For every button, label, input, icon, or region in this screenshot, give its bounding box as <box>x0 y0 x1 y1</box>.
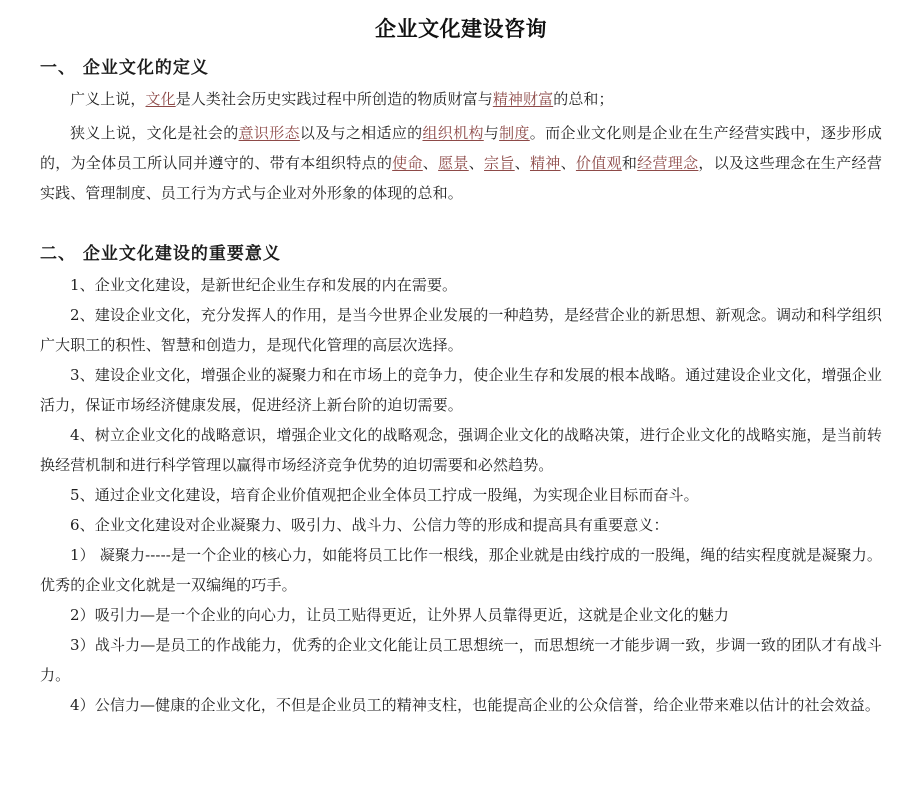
highlighted-term: 经营理念 <box>637 154 699 172</box>
significance-sub-list <box>40 540 882 720</box>
highlighted-term: 使命 <box>392 154 423 172</box>
text-run: 。而企业文化则是企业在生产经营实践中，逐步形成的，为全体员工所认同并遵守的、带有本组织特点的 <box>40 124 882 172</box>
text-run: 以及与之相适应的 <box>299 124 423 142</box>
text-run: 与 <box>483 124 500 142</box>
text-run: 、 <box>422 154 439 172</box>
sub-list-item: 2）吸引力—是一个企业的向心力，让员工贴得更近，让外界人员靠得更近，这就是企业文化的魅力 <box>70 606 729 624</box>
highlighted-term: 组织机构 <box>422 124 484 142</box>
text-run: 的总和； <box>553 90 614 108</box>
sub-list-item: 3）战斗力—是员工的作战能力，优秀的企业文化能让员工思想统一，而思想统一才能步调一致，步调一致的团队才有战斗力。 <box>40 636 882 684</box>
section-heading-significance: 二、 企业文化建设的重要意义 <box>40 244 281 264</box>
highlighted-term: 宗旨 <box>484 154 515 172</box>
text-run: ，以及这些理念在生产经营实践、管理制度、员工行为方式与企业对外形象的体现的总和。 <box>40 154 882 202</box>
list-item: 1、企业文化建设，是新世纪企业生存和发展的内在需要。 <box>70 276 458 294</box>
highlighted-term: 精神财富 <box>492 90 554 108</box>
text-run: 是人类社会历史实践过程中所创造的物质财富与 <box>175 90 493 108</box>
list-item: 6、企业文化建设对企业凝聚力、吸引力、战斗力、公信力等的形成和提高具有重要意义： <box>70 516 669 534</box>
section-heading-definition: 一、 企业文化的定义 <box>40 58 209 78</box>
list-item: 5、通过企业文化建设，培育企业价值观把企业全体员工拧成一股绳，为实现企业目标而奋斗。 <box>70 486 699 504</box>
paragraph-narrow-definition <box>40 118 882 208</box>
highlighted-term: 意识形态 <box>238 124 300 142</box>
list-item: 3、建设企业文化，增强企业的凝聚力和在市场上的竞争力，使企业生存和发展的根本战略。通过建设企业文化，增强企业活力，保证市场经济健康发展，促进经济上新台阶的迫切需要。 <box>40 366 882 414</box>
text-run: 、 <box>560 154 576 172</box>
list-item: 4、树立企业文化的战略意识，增强企业文化的战略观念，强调企业文化的战略决策，进行企业文化的战略实施，是当前转换经营机制和进行科学管理以赢得市场经济竞争优势的迫切需要和必然趋势。 <box>40 426 882 474</box>
highlighted-term: 文化 <box>145 90 176 108</box>
text-run: 和 <box>621 154 638 172</box>
highlighted-term: 精神 <box>529 154 561 172</box>
sub-list-item: 1） 凝聚力-----是一个企业的核心力，如能将员工比作一根线，那企业就是由线拧成的一股绳，绳的结实程度就是凝聚力。优秀的企业文化就是一双编绳的巧手。 <box>40 546 882 594</box>
highlighted-term: 愿景 <box>438 154 469 172</box>
paragraph-broad-definition <box>40 84 882 114</box>
page-title: 企业文化建设咨询 <box>375 16 547 41</box>
sub-list-item: 4）公信力—健康的企业文化，不但是企业员工的精神支柱，也能提高企业的公众信誉，给企业带来难以估计的社会效益。 <box>70 696 880 714</box>
text-run: 广义上说， <box>70 90 146 108</box>
text-run: 狭义上说，文化是社会的 <box>70 124 239 142</box>
significance-list <box>40 270 882 540</box>
highlighted-term: 价值观 <box>575 154 622 172</box>
list-item: 2、建设企业文化，充分发挥人的作用，是当今世界企业发展的一种趋势，是经营企业的新思想、新观念。调动和科学组织广大职工的积性、智慧和创造力，是现代化管理的高层次选择。 <box>40 306 882 354</box>
text-run: 、 <box>514 154 530 172</box>
text-run: 、 <box>468 154 485 172</box>
spacer <box>40 208 882 230</box>
highlighted-term: 制度 <box>499 124 530 142</box>
